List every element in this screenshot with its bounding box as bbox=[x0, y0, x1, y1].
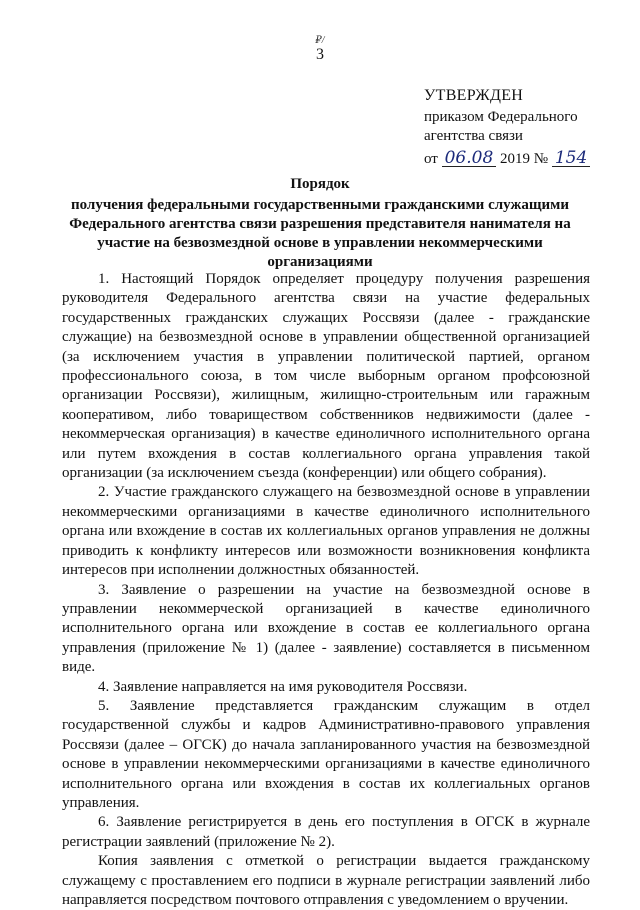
title-main: Порядок bbox=[290, 176, 350, 192]
approval-heading: УТВЕРЖДЕН bbox=[424, 87, 524, 104]
paragraph-5: 5. Заявление представляется гражданским служащим в отдел государственной службы и кадров Административно-правового управления Россвязи (далее – ОГСК) до начала запланированного участия на безвозмездной основе в управлении некоммерческими организациями в качестве единоличного исполнительного органа или вхождения в состав их коллегиальных органов управления. bbox=[62, 697, 590, 811]
page-number-value: 3 bbox=[316, 46, 324, 63]
paragraph-6: 6. Заявление регистрируется в день его поступления в ОГСК в журнале регистрации заявлений (приложение № 2). bbox=[62, 814, 590, 850]
page-number bbox=[0, 36, 640, 64]
paragraph-1: 1. Настоящий Порядок определяет процедуру получения разрешения руководителя Федерального агентства связи на участие федеральных государственных гражданских служащих Россвязи (далее - гражданские служащие) на безвозмездной основе в управлении общественной организацией (за исключением участия в управлении политической партией, органом профессионального союза, в том числе выборным органом профсоюзной организации Россвязи), жилищным, жилищно-строительным или гаражным кооперативом, либо товариществом собственников недвижимости (далее - некоммерческая организация) в качестве единоличного исполнительного органа или путем вхождения в состав коллегиального органа управления такой организации (за исключением съезда (конференции) или общего собрания). bbox=[62, 271, 590, 482]
handwritten-order-number: 154 bbox=[552, 150, 590, 167]
title-subtitle: получения федеральными государственными гражданскими служащими Федерального агентства связи разрешения представителя нанимателя на участие на безвозмездной основе в управлении некоммерческими организациями bbox=[69, 197, 571, 270]
approval-stamp bbox=[424, 86, 590, 169]
paragraph-7: Копия заявления с отметкой о регистрации выдается гражданскому служащему с проставлением его подписи в журнале регистрации заявлений либо направляется посредством почтового отправления с уведомлением о вручении. bbox=[62, 853, 590, 908]
year-text: 2019 № bbox=[500, 151, 549, 167]
approval-date-line bbox=[424, 150, 590, 169]
document-title bbox=[60, 175, 580, 272]
paragraph-2: 2. Участие гражданского служащего на безвозмездной основе в управлении некоммерческими организациями в качестве единоличного исполнительного органа или вхождение в состав их коллегиальных органов управления не должны приводить к конфликту интересов или возможности возникновения конфликта интересов при исполнении должностных обязанностей. bbox=[62, 484, 590, 579]
date-prefix: от bbox=[424, 151, 438, 167]
handwritten-date: 06.08 bbox=[442, 150, 497, 167]
approval-line-2: агентства связи bbox=[424, 128, 523, 144]
document-body bbox=[62, 270, 590, 910]
approval-line-1: приказом Федерального bbox=[424, 109, 578, 125]
paragraph-3: 3. Заявление о разрешении на участие на безвозмездной основе в управлении некоммерческой организацией в качестве единоличного исполнительного органа или вхождение в состав ее коллегиального органа управления (приложение № 1) (далее - заявление) составляется в письменном виде. bbox=[62, 581, 590, 676]
handwritten-mark: ₽/ bbox=[315, 35, 325, 46]
paragraph-4: 4. Заявление направляется на имя руководителя Россвязи. bbox=[98, 678, 468, 695]
